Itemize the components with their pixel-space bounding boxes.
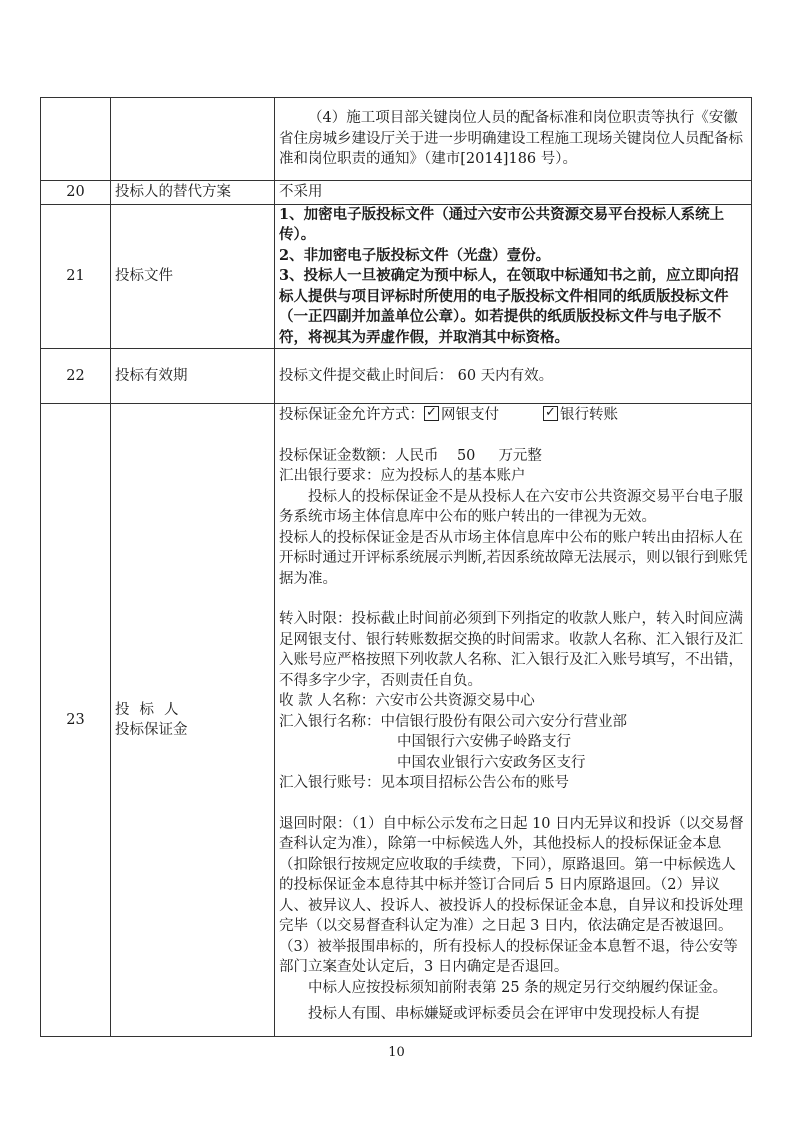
performance-bond-note: 中标人应按投标须知前附表第 25 条的规定另行交纳履约保证金。 (308, 979, 728, 996)
receiving-bank-line (279, 712, 748, 733)
receiving-bank-label: 汇入银行名称： (279, 713, 381, 730)
content-cell (275, 404, 752, 1037)
item-label: 投标人的替代方案 (111, 181, 275, 205)
refund-deadline: 退回时限：（1）自中标公示发布之日起 10 日内无异议和投诉（以交易督查科认定为准），除第一中标候选人外，其他投标人的投标保证金本息（扣除银行按规定应收取的手续费，下同），原路退回。第一中标候选人的投标保证金本息待其中标并签订合同后 5 日内原路退回。（2）异议人、被异议人、投诉人、被投诉人的投标保证金本息，自异议和投诉处理完毕（以交易督查科认定为准）之日起 3 日内，依法确定是否被退回。（3）被举报围串标的，所有投标人的投标保证金本息暂不退，待公安等部门立案查处认定后，3 日内确定是否退回。 (279, 815, 744, 975)
receiving-bank-1: 中信银行股份有限公司六安分行营业部 (380, 713, 627, 730)
option-bank-transfer: 银行转账 (560, 407, 618, 423)
collusion-note: 投标人有围、串标嫌疑或评标委员会在评审中发现投标人有提 (308, 1006, 700, 1022)
payee-line (279, 691, 748, 712)
checkbox-checked-icon (424, 406, 439, 421)
item-label: 投标有效期 (111, 349, 275, 404)
bid-file-line-2: 2、非加密电子版投标文件（光盘）壹份。 (279, 246, 551, 264)
amount-value: 50 (456, 447, 476, 464)
table-row (41, 204, 752, 349)
deposit-methods-label: 投标保证金允许方式： (279, 407, 424, 423)
deposit-methods (279, 404, 748, 426)
deposit-amount (279, 446, 748, 467)
receiving-bank-2: 中国银行六安佛子岭路支行 (397, 734, 571, 750)
table-row (41, 404, 752, 1037)
bid-info-table (40, 97, 752, 1037)
payee-label: 收 款 人名称： (279, 693, 376, 709)
bid-file-line-1: 1、加密电子版投标文件（通过六安市公共资源交易平台投标人系统上传）。 (279, 205, 725, 243)
item-label-line-1: 投标人 (115, 701, 189, 718)
item-label-line-2: 投标保证金 (115, 722, 188, 738)
row-number: 22 (41, 349, 111, 404)
content-cell (275, 204, 752, 349)
content-text: 投标文件提交截止时间后： 60 天内有效。 (275, 349, 752, 404)
row-number: 21 (41, 204, 111, 349)
account-line (279, 773, 748, 794)
amount-unit: 万元整 (498, 447, 542, 464)
item-cell (111, 98, 275, 181)
content-text: 不采用 (275, 181, 752, 205)
table-row (41, 98, 752, 181)
content-cell (275, 98, 752, 181)
row-number: 23 (41, 404, 111, 1037)
clause-text: （4）施工项目部关键岗位人员的配备标准和岗位职责等执行《安徽省住房城乡建设厅关于进一步明确建设工程施工现场关键岗位人员配备标准和岗位职责的通知》（建市[2014]186 号）。 (279, 110, 743, 168)
bid-file-line-3: 3、投标人一旦被确定为预中标人，在领取中标通知书之前，应立即向招标人提供与项目评标时所使用的电子版投标文件相同的纸质版投标文件（一正四副并加盖单位公章）。如若提供的纸质版投标文件与电子版不符，将视其为弄虚作假，并取消其中标资格。 (279, 267, 739, 346)
page-number: 10 (388, 1045, 405, 1060)
amount-label: 投标保证金数额：人民币 (279, 447, 439, 464)
row-number-cell (41, 98, 111, 181)
item-cell (111, 404, 275, 1037)
account-value: 见本项目招标公告公布的账号 (380, 775, 569, 791)
row-number: 20 (41, 181, 111, 205)
item-label: 投标文件 (111, 204, 275, 349)
receiving-bank-3: 中国农业银行六安政务区支行 (397, 754, 586, 771)
transfer-deadline: 转入时限：投标截止时间前必须到下列指定的收款人账户，转入时间应满足网银支付、银行转账数据交换的时间需求。收款人名称、汇入银行及汇入账号应严格按照下列收款人名称、汇入银行及汇入账号填写，不出错，不得多字少字，否则责任自负。 (279, 611, 743, 689)
payee-name: 六安市公共资源交易中心 (375, 693, 535, 709)
checkbox-checked-icon (543, 406, 558, 421)
table-row (41, 181, 752, 205)
deposit-paragraph-1: 投标人的投标保证金不是从投标人在六安市公共资源交易平台电子服务系统市场主体信息库中公布的账户转出的一律视为无效。 (279, 488, 743, 525)
table-row (41, 349, 752, 404)
account-label: 汇入银行账号： (279, 775, 381, 791)
deposit-paragraph-2: 投标人的投标保证金是否从市场主体信息库中公布的账户转出由招标人在开标时通过开评标系统展示判断,若因系统故障无法展示，则以银行到账凭据为准。 (279, 529, 748, 587)
option-online-banking: 网银支付 (441, 407, 499, 423)
remit-bank-requirement: 汇出银行要求：应为投标人的基本账户 (279, 468, 526, 484)
